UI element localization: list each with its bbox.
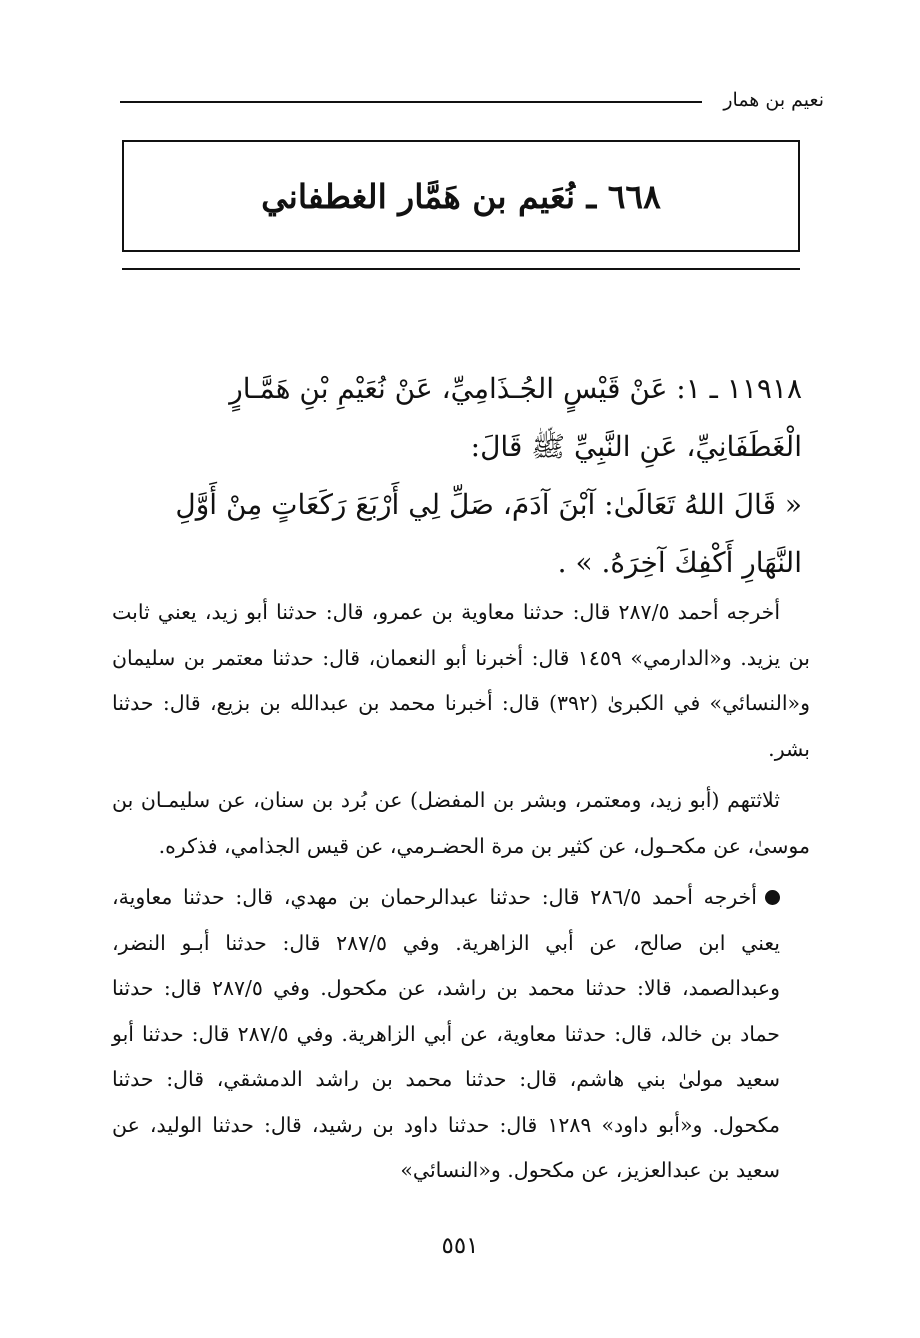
commentary-bulleted-paragraph xyxy=(112,875,810,1194)
commentary-paragraph: أخرجه أحمد ٢٨٧/٥ قال: حدثنا معاوية بن عمرو، قال: حدثنا أبو زيد، يعني ثابت بن يزيد. و«الدارمي» ١٤٥٩ قال: أخبرنا أبو النعمان، قال: حدثنا معتمر بن سليمان و«النسائي» في الكبرىٰ (٣٩٢) قال: أخبرنا محمد بن عبدالله بن بزيع، قال: حدثنا بشر. xyxy=(112,600,810,761)
hadith-line: ١١٩١٨ ـ ١: عَنْ قَيْسٍ الجُـذَامِيِّ، عَنْ نُعَيْمِ بْنِ هَمَّـارٍ xyxy=(229,372,802,405)
page-number: ٥٥١ xyxy=(441,1233,479,1259)
running-title: نعيم بن همار xyxy=(723,89,824,111)
chapter-title: ٦٦٨ ـ نُعَيم بن هَمَّار الغطفاني xyxy=(261,176,661,216)
commentary-bulleted-text: أخرجه أحمد ٢٨٦/٥ قال: حدثنا عبدالرحمان بن مهدي، قال: حدثنا معاوية، يعني ابن صالح، عن أبي الزاهرية. وفي ٢٨٧/٥ قال: حدثنا أبـو النضر، وعبدالصمد، قالا: حدثنا محمد بن راشد، عن مكحول. وفي ٢٨٧/٥ قال: حدثنا حماد بن خالد، قال: حدثنا معاوية، عن أبي الزاهرية. وفي ٢٨٧/٥ قال: حدثنا أبو سعيد مولىٰ بني هاشم، قال: حدثنا محمد بن راشد الدمشقي، قال: حدثنا مكحول. و«أبو داود» ١٢٨٩ قال: حدثنا داود بن رشيد، قال: حدثنا الوليد، عن سعيد بن عبدالعزيز، عن مكحول. و«النسائي» xyxy=(112,885,780,1182)
commentary xyxy=(112,590,810,1200)
bullet-icon xyxy=(765,890,780,905)
hadith-line: الْغَطَفَانِيِّ، عَنِ النَّبِيِّ ﷺ قَالَ: xyxy=(470,430,802,463)
hadith-text xyxy=(112,360,802,592)
hadith-line: النَّهَارِ أَكْفِكَ آخِرَهُ. » . xyxy=(557,546,802,579)
chapter-title-box xyxy=(122,140,800,252)
running-title-rule xyxy=(120,101,702,103)
commentary-paragraph: ثلاثتهم (أبو زيد، ومعتمر، وبشر بن المفضل) عن بُرد بن سنان، عن سليمـان بن موسىٰ، عن مكحـول، عن كثير بن مرة الحضـرمي، عن قيس الجذامي، فذكره. xyxy=(112,788,810,858)
hadith-line: « قَالَ اللهُ تَعَالَىٰ: آبْنَ آدَمَ، صَلِّ لِي أَرْبَعَ رَكَعَاتٍ مِنْ أَوَّلِ xyxy=(175,488,802,521)
chapter-title-rule xyxy=(122,268,800,270)
